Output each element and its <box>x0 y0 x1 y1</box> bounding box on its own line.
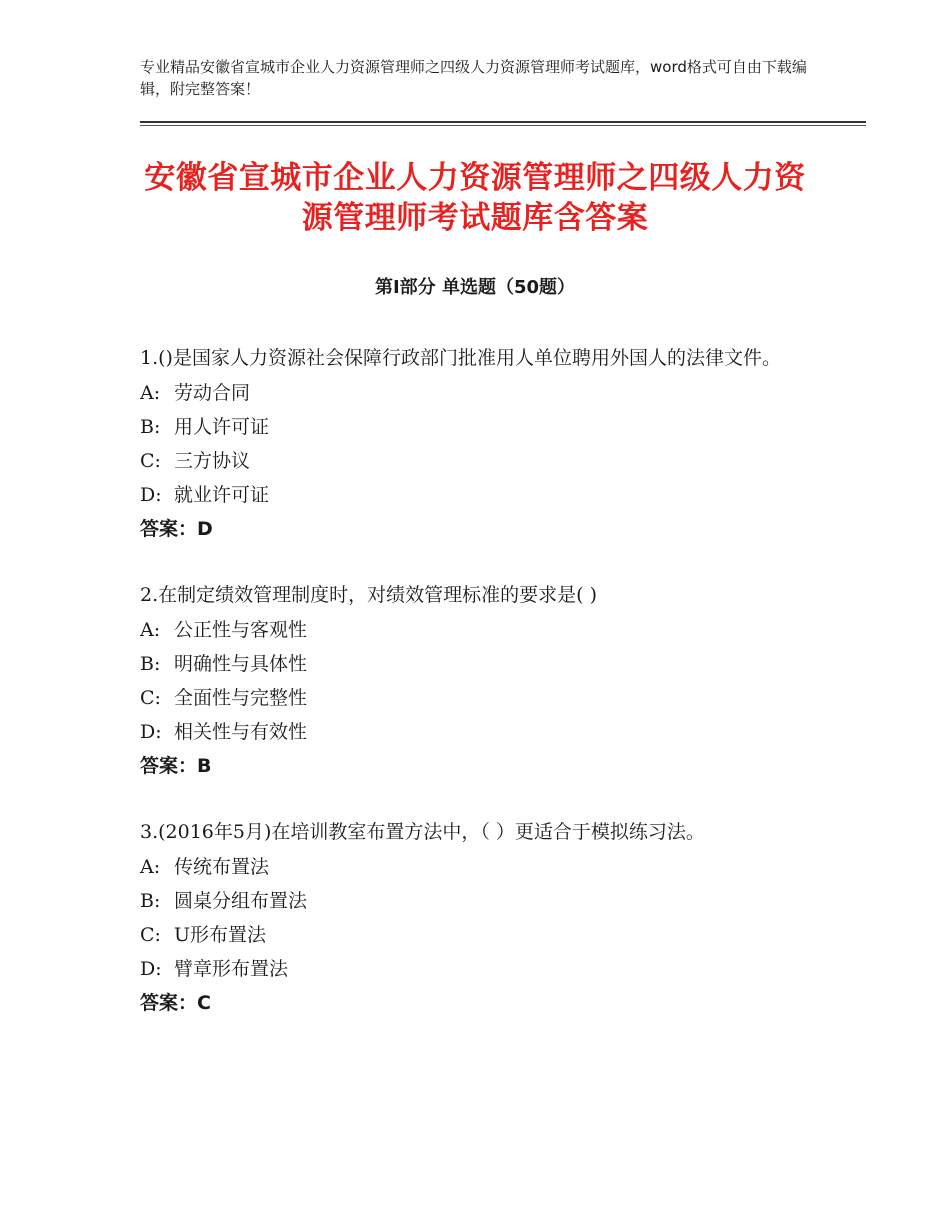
option-text: 明确性与具体性 <box>174 653 308 675</box>
question-item <box>140 342 820 546</box>
question-option <box>140 444 820 478</box>
question-option <box>140 884 820 918</box>
option-text: 就业许可证 <box>174 484 270 506</box>
option-text: 传统布置法 <box>174 856 270 878</box>
header-divider-thick <box>140 121 866 123</box>
option-key: C: <box>140 924 161 946</box>
question-stem: 1.()是国家人力资源社会保障行政部门批准用人单位聘用外国人的法律文件。 <box>140 347 781 369</box>
option-text: 臂章形布置法 <box>174 958 289 980</box>
question-answer: 答案：B <box>140 755 212 777</box>
section-title: 第Ⅰ部分 单选题（50题） <box>374 277 575 298</box>
option-key: C: <box>140 450 161 472</box>
option-key: A: <box>140 856 161 878</box>
question-option <box>140 850 820 884</box>
question-option <box>140 647 820 681</box>
header-note: 专业精品安徽省宣城市企业人力资源管理师之四级人力资源管理师考试题库，word格式可自由下载编辑，附完整答案！ <box>140 58 807 98</box>
question-option <box>140 952 820 986</box>
option-key: B: <box>140 416 161 438</box>
option-text: 相关性与有效性 <box>174 721 308 743</box>
option-key: D: <box>140 721 162 743</box>
option-text: 圆桌分组布置法 <box>174 890 308 912</box>
question-option <box>140 681 820 715</box>
question-stem: 2.在制定绩效管理制度时，对绩效管理标准的要求是( ) <box>140 584 597 606</box>
question-item <box>140 579 820 783</box>
option-key: D: <box>140 484 162 506</box>
question-option <box>140 918 820 952</box>
question-option <box>140 376 820 410</box>
question-answer: 答案：D <box>140 518 213 540</box>
question-answer: 答案：C <box>140 992 211 1014</box>
option-key: A: <box>140 619 161 641</box>
question-option <box>140 410 820 444</box>
question-stem: 3.(2016年5月)在培训教室布置方法中，（ ）更适合于模拟练习法。 <box>140 821 705 843</box>
option-key: A: <box>140 382 161 404</box>
question-option <box>140 715 820 749</box>
option-text: 三方协议 <box>174 450 251 472</box>
document-title: 安徽省宣城市企业人力资源管理师之四级人力资源管理师考试题库含答案 <box>144 160 806 236</box>
question-option <box>140 478 820 512</box>
option-text: U形布置法 <box>174 924 267 946</box>
option-key: C: <box>140 687 161 709</box>
option-text: 全面性与完整性 <box>174 687 308 709</box>
option-text: 公正性与客观性 <box>174 619 308 641</box>
option-key: B: <box>140 653 161 675</box>
option-key: D: <box>140 958 162 980</box>
question-list <box>140 342 820 1053</box>
header-divider-thin <box>140 125 866 126</box>
option-text: 用人许可证 <box>174 416 270 438</box>
question-option <box>140 613 820 647</box>
option-key: B: <box>140 890 161 912</box>
question-item <box>140 816 820 1020</box>
option-text: 劳动合同 <box>174 382 251 404</box>
